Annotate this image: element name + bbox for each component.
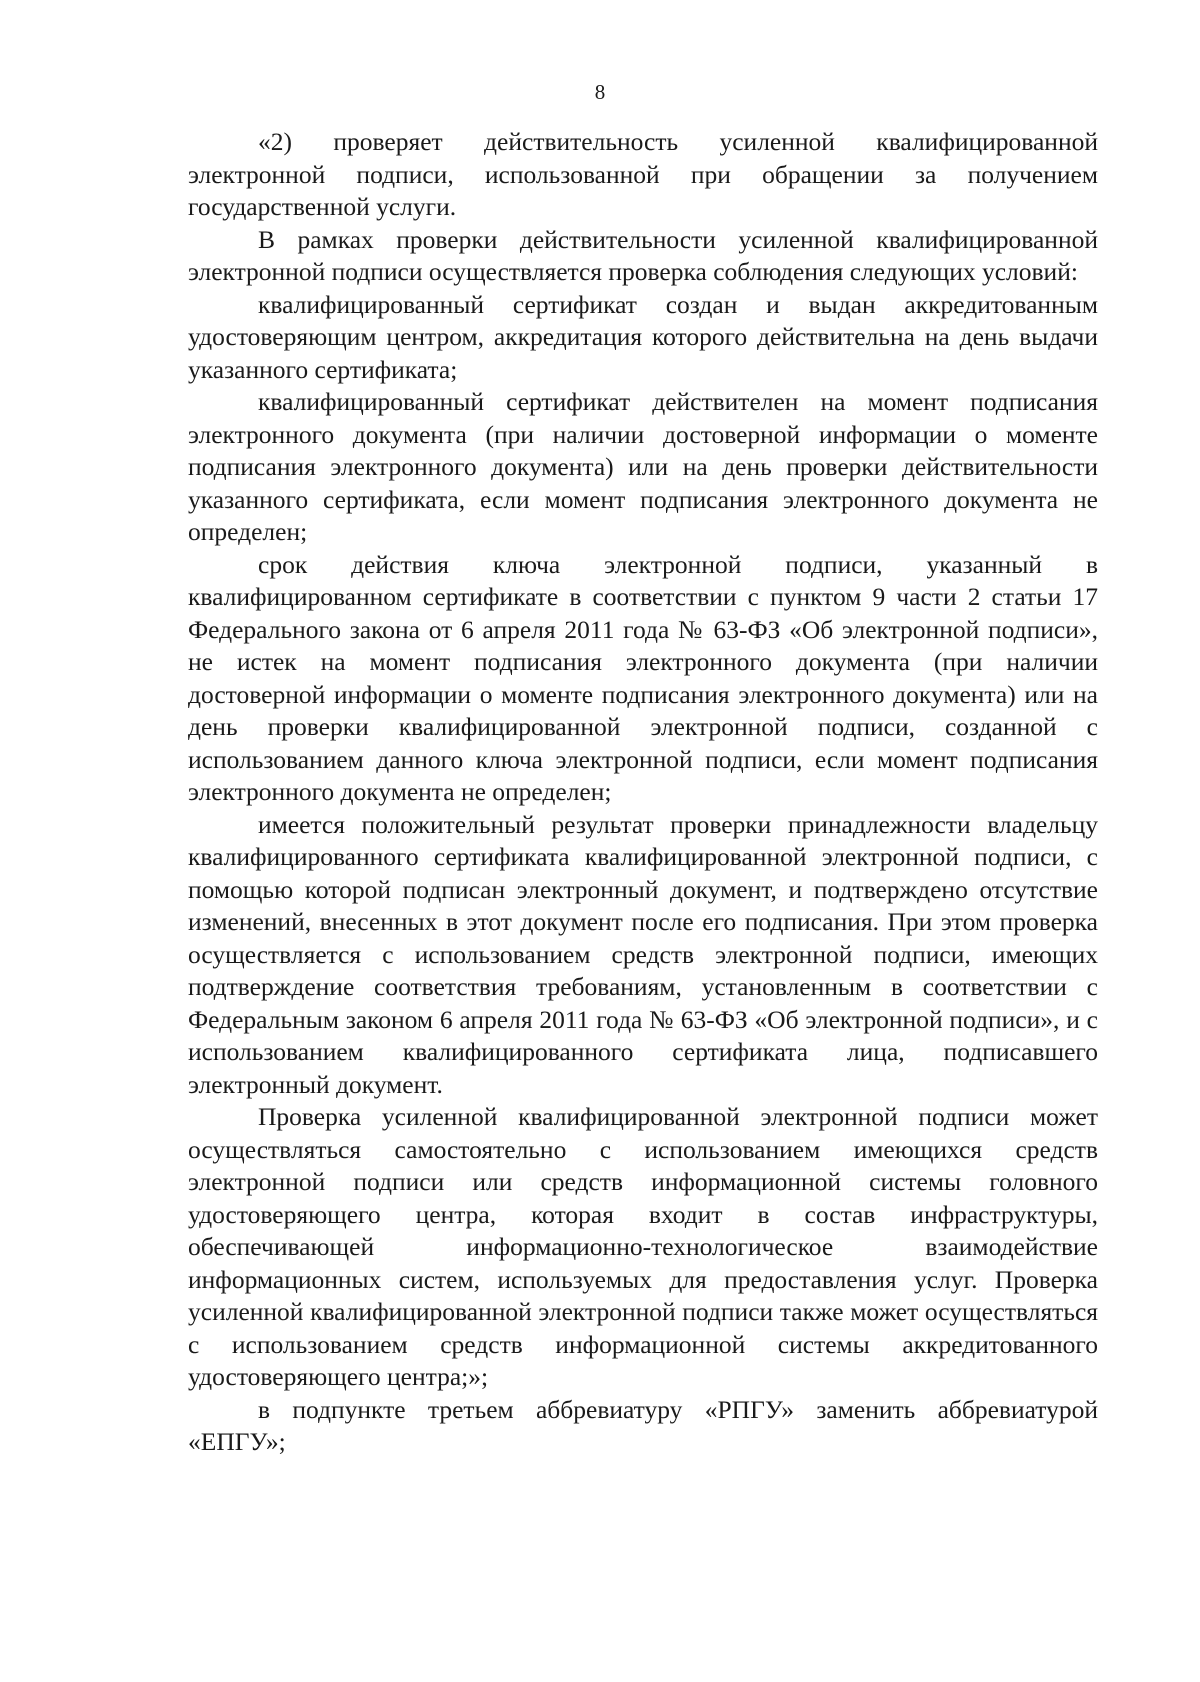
document-body [188, 126, 1098, 1459]
paragraph-verification-conditions: В рамках проверки действительности усиленной квалифицированной электронной подписи осуществляется проверка соблюдения следующих условий: [188, 224, 1098, 286]
paragraph-condition-ownership-check: имеется положительный результат проверки принадлежности владельцу квалифицированного сертификата квалифицированной электронной подписи, с помощью которой подписан электронный документ, и подтверждено отсутствие изменений, внесенных в этот документ после его подписания. При этом проверка осуществляется с использованием средств электронной подписи, имеющих подтверждение соответствия требованиям, установленным в соответствии с Федеральным законом 6 апреля 2011 года № 63-ФЗ «Об электронной подписи», и с использованием квалифицированного сертификата лица, подписавшего электронный документ. [188, 809, 1098, 1099]
paragraph-condition-key-validity: срок действия ключа электронной подписи, указанный в квалифицированном сертификате в соответствии с пунктом 9 части 2 статьи 17 Федерального закона от 6 апреля 2011 года № 63-ФЗ «Об электронной подписи», не истек на момент подписания электронного документа (при наличии достоверной информации о моменте подписания электронного документа) или на день проверки квалифицированной электронной подписи, созданной с использованием данного ключа электронной подписи, если момент подписания электронного документа не определен; [188, 549, 1098, 806]
paragraph-verification-methods: Проверка усиленной квалифицированной электронной подписи может осуществляться самостоятельно с использованием имеющихся средств электронной подписи или средств информационной системы головного удостоверяющего центра, которая входит в состав инфраструктуры, обеспечивающей информационно-технологическое взаимодействие информационных систем, используемых для предоставления услуг. Проверка усиленной квалифицированной электронной подписи также может осуществляться с использованием средств информационной системы аккредитованного удостоверяющего центра;»; [188, 1102, 1098, 1391]
page-number: 8 [594, 80, 606, 104]
paragraph-condition-certificate-valid: квалифицированный сертификат действителен на момент подписания электронного документа (при наличии достоверной информации о моменте подписания электронного документа) или на день проверки действительности указанного сертификата, если момент подписания электронного документа не определен; [188, 387, 1098, 546]
paragraph-item-2-signature-check: «2) проверяет действительность усиленной квалифицированной электронной подписи, использованной при обращении за получением государственной услуги. [188, 127, 1098, 221]
paragraph-condition-certificate-issued: квалифицированный сертификат создан и выдан аккредитованным удостоверяющим центром, аккредитация которого действительна на день выдачи указанного сертификата; [188, 289, 1098, 384]
paragraph-abbreviation-replacement: в подпункте третьем аббревиатуру «РПГУ» заменить аббревиатурой «ЕПГУ»; [188, 1394, 1098, 1456]
